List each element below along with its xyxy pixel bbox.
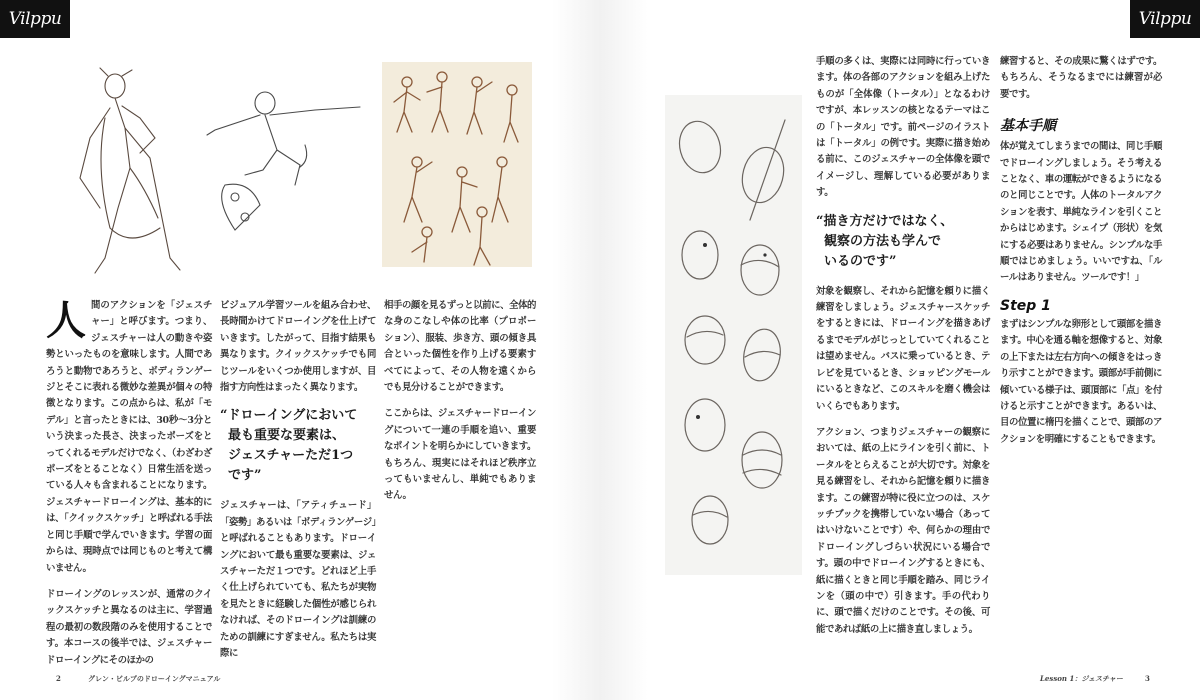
- observe-paragraph: 対象を観察し、それから記憶を頼りに描く練習をしましょう。ジェスチャースケッチをするときには、ドローイングを描きあげるまでモデルがじっとしていてくれることは望めません。バスに乗っているとき、テレビを見ているとき、ショッピングモールにいるときなど、このスキルを磨く機会はいくらでもあります。: [816, 285, 990, 412]
- left-page-number: 2: [56, 674, 61, 683]
- quote-line: いるのです”: [824, 253, 897, 269]
- right-column-2: [1000, 54, 1162, 458]
- left-running-title: グレン・ビルプのドローイングマニュアル: [88, 674, 221, 683]
- head-oval-sketches: [665, 95, 802, 575]
- action-observation-paragraph: アクション、つまりジェスチャーの観察においては、紙の上にラインを引く前に、トータルをとらえることが大切です。対象を見る練習をし、それから記憶を頼りに描きます。この練習が特に役に立つのは、スケッチブックを携帯していない場合（あってはいけないことです）や、何らかの理由でドローイングしづらい状況にいる場合です。頭の中でドローイングするときにも、紙に描くときと同じ手順を踏み、同じラインを（頭の中で）引きます。手の代わりに、頭で描くだけのことです。その後、可能であれば紙の上に描き直しましょう。: [816, 426, 990, 635]
- left-column-1: [46, 298, 212, 679]
- basic-steps-paragraph: 体が覚えてしまうまでの間は、同じ手順でドローイングしましょう。そう考えることなく、車の運転ができるようになるのと同じことです。人体のトータルアクションを表す、単純なラインを引くことからはじめます。シェイプ（形状）を気にする必要はありません。シンプルな手順ではじめましょう。いいですね、「ルールはありません。ツールです！」: [1000, 141, 1162, 284]
- figure-studies-sketch: [382, 62, 532, 267]
- heading-step-1: Step 1: [1000, 297, 1051, 314]
- quote-line: 観察の方法も学んで: [824, 233, 942, 249]
- practice-paragraph: 練習すると、その成果に驚くはずです。もちろん、そうなるまでには練習が必要です。: [1000, 56, 1162, 100]
- sepia-figure-studies-panel: [382, 62, 532, 267]
- quote-line: “ドローイングにおいて: [220, 408, 358, 424]
- quote-line: です”: [228, 468, 262, 484]
- right-column-1: [816, 54, 990, 648]
- logo-text: Vilppu: [1138, 9, 1192, 29]
- pull-quote-gesture: [220, 406, 376, 486]
- gesture-sketch-man-coat: [70, 58, 200, 283]
- pull-quote-observation: [816, 212, 990, 272]
- step-1-paragraph: まずはシンプルな卵形として頭部を描きます。中心を通る軸を想像すると、対象の上下または左右方向への傾きをはっきり示すことができます。頭部が手前側に傾いている様子は、頭頂部に「点」を付けると示すことができます。あるいは、目の位置に楕円を描くことで、頭部のアクションを明確にすることもできます。: [1000, 318, 1162, 445]
- quote-line: ジェスチャーただ1つ: [228, 448, 354, 464]
- lesson-paragraph: ドローイングのレッスンが、通常のクイックスケッチと異なるのは主に、学習過程の最初の数段階のみを使用することです。本コースの後半では、ジェスチャードローイングにそのほかの: [46, 588, 212, 666]
- heading-basic-steps: 基本手順: [1000, 118, 1056, 135]
- proportion-paragraph: 相手の顔を見るずっと以前に、全体的な身のこなしや体の比率（プロポーション）、服装、歩き方、頭の傾き具合といった個性を作り上げる要素すべてによって、その人物を遠くからでも見分けることができます。: [384, 300, 537, 394]
- quote-line: “描き方だけではなく、: [816, 213, 954, 229]
- drop-cap: 人: [46, 297, 86, 344]
- right-page: [600, 0, 1200, 700]
- head-oval-sketches-panel: [665, 95, 802, 575]
- steps-intro-paragraph: ここからは、ジェスチャードローイングについて一連の手順を追い、重要なポイントを明らかにしていきます。もちろん、現実にはそれほど秩序立ってもいませんし、単純でもありません。: [384, 408, 536, 502]
- intro-text: 間のアクションを「ジェスチャー」と呼びます。つまり、ジェスチャーは人の動きや姿勢といったものを意味します。人間であろうと動物であろうと、ボディランゲージとそこに表れる微妙な差異が個々の特徴となります。この点からは、私が「モデル」と言ったときには、30秒〜3分という決まった長さ、決まったポーズをとってくれるモデルだけでなく、（わざわざポーズをとることなく）日常生活を送っている人々も含まれることになります。ジェスチャードローイングは、基本的には、「クイックスケッチ」と呼ばれる手法と同じ手順で学んでいきます。学習の面からは、現時点では同じものと考えて構いません。: [46, 300, 212, 574]
- vilppu-logo: [0, 0, 70, 38]
- vilppu-logo: [1130, 0, 1200, 38]
- gesture-sketch-skateboarder: [205, 85, 370, 235]
- total-paragraph: 手順の多くは、実際には同時に行っていきます。体の各部のアクションを組み上げたものが「全体像（トータル）」となるわけですが、本レッスンの核となるテーマはこの「トータル」です。前ページのイラストは「トータル」の例です。実際に描き始める前に、このジェスチャーの全体像を頭でイメージし、理解している必要があります。: [816, 56, 990, 199]
- logo-text: Vilppu: [8, 9, 62, 29]
- quote-line: 最も重要な要素は、: [228, 428, 346, 444]
- visual-tools-paragraph: ビジュアル学習ツールを組み合わせ、長時間かけてドローイングを仕上げていきます。したがって、目指す結果も異なります。クイックスケッチでも同じツールをいくつか使用しますが、目指す方向性はまったく異なります。: [220, 300, 376, 394]
- right-running-title: Lesson 1：ジェスチャー: [1040, 674, 1123, 683]
- right-page-number: 3: [1145, 674, 1150, 683]
- attitude-paragraph: ジェスチャーは、「アティチュード」「姿勢」あるいは「ボディランゲージ」と呼ばれることもあります。ドローイングにおいて最も重要な要素は、ジェスチャーただ１つです。どれほど上手く仕上げられていても、私たちが実物を見たときに経験した個性が感じられなければ、そのドローイングは訓練のための訓練にすぎません。私たちは実際に: [220, 500, 376, 660]
- left-column-3: [384, 298, 536, 515]
- intro-paragraph: [46, 298, 212, 577]
- left-column-2: [220, 298, 376, 673]
